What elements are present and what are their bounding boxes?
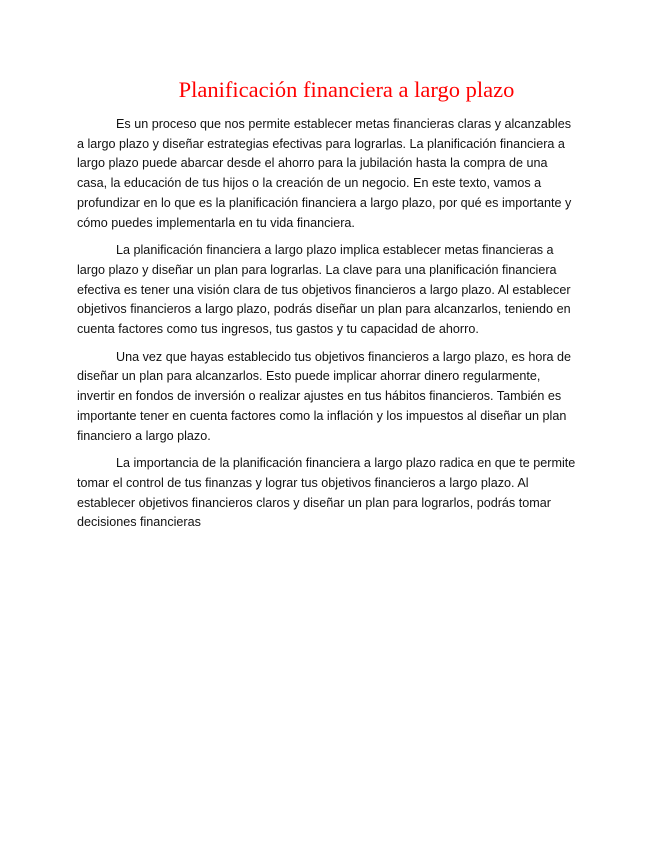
paragraph-4: La importancia de la planificación financiera a largo plazo radica en que te permite tomar el control de tus finanzas y lograr tus objetivos financieros a largo plazo. Al establecer objetivos financieros claros y diseñar un plan para lograrlos, podrás tomar decisiones financieras <box>77 456 576 530</box>
paragraph-1: Es un proceso que nos permite establecer metas financieras claras y alcanzables a largo plazo y diseñar estrategias efectivas para lograrlas. La planificación financiera a largo plazo puede abarcar desde el ahorro para la jubilación hasta la compra de una casa, la educación de tus hijos o la creación de un negocio. En este texto, vamos a profundizar en lo que es la planificación financiera a largo plazo, por qué es importante y cómo puedes implementarla en tu vida financiera. <box>77 117 572 230</box>
paragraph-2: La planificación financiera a largo plazo implica establecer metas financieras a largo plazo y diseñar un plan para lograrlas. La clave para una planificación financiera efectiva es tener una visión clara de tus objetivos financieros a largo plazo. Al establecer objetivos financieros a largo plazo, podrás diseñar un plan para alcanzarlos, teniendo en cuenta factores como tus ingresos, tus gastos y tu capacidad de ahorro. <box>77 243 571 337</box>
paragraph-3: Una vez que hayas establecido tus objetivos financieros a largo plazo, es hora de diseñar un plan para alcanzarlos. Esto puede implicar ahorrar dinero regularmente, invertir en fondos de inversión o realizar ajustes en tus hábitos financieros. También es importante tener en cuenta factores como la inflación y los impuestos al diseñar un plan financiero a largo plazo. <box>77 349 572 443</box>
document-title: Planificación financiera a largo plazo <box>178 77 515 102</box>
document-body <box>77 115 576 541</box>
